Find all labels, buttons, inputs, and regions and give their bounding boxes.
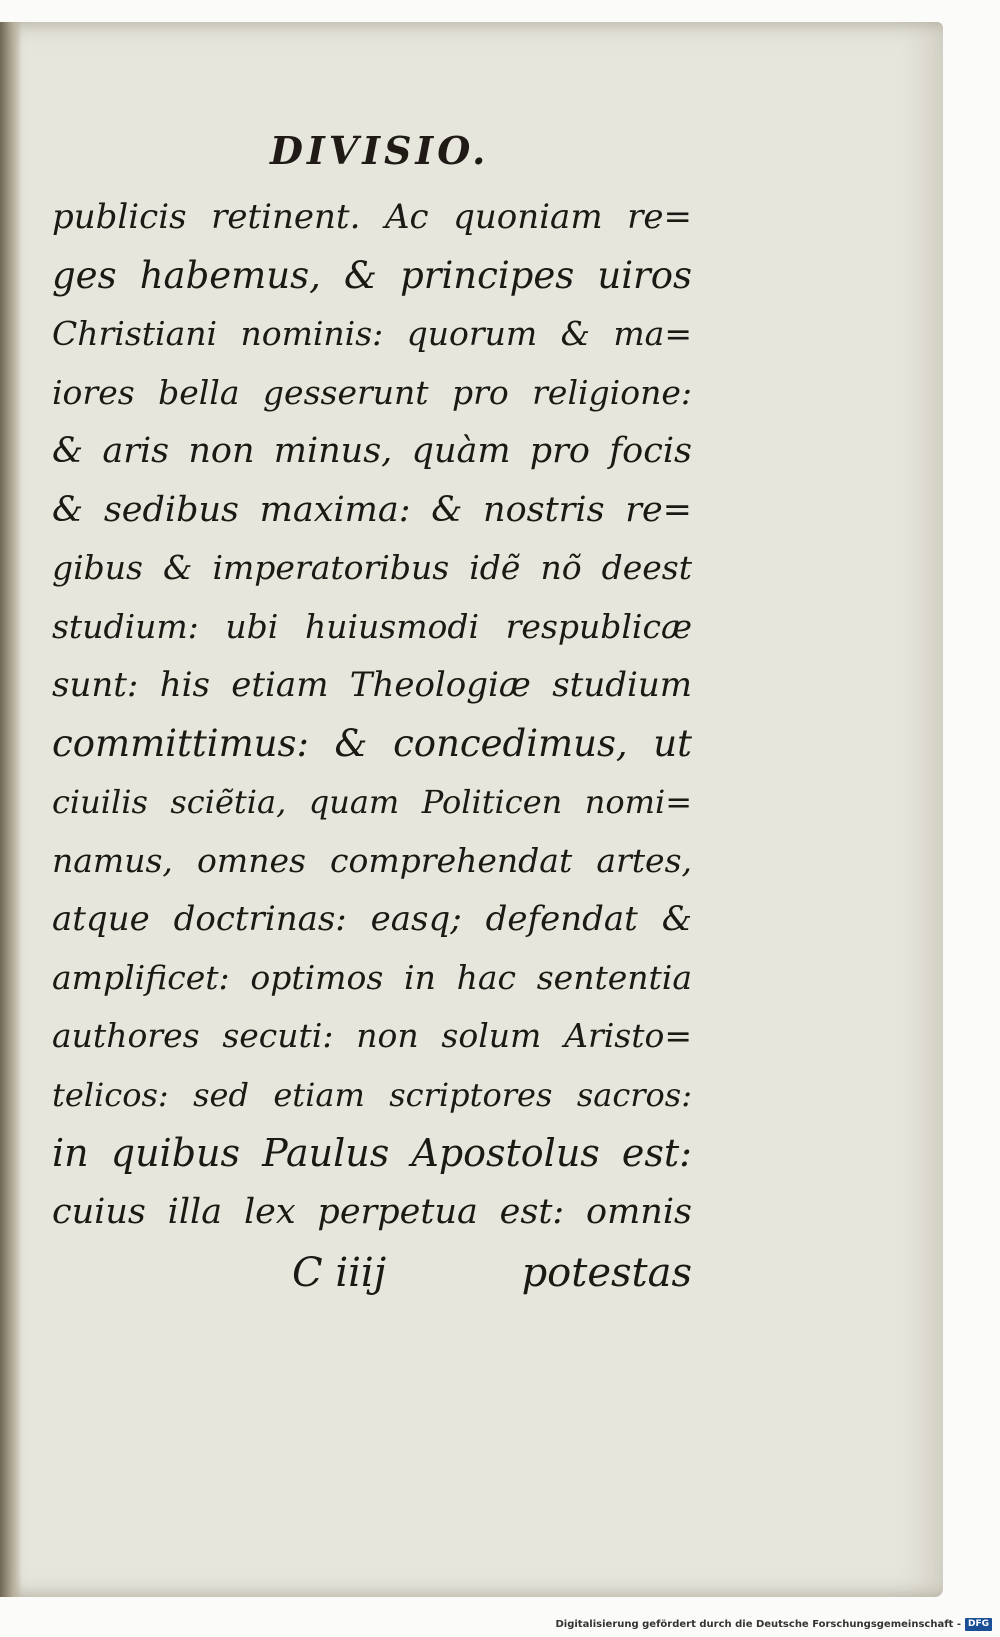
text-line: ciuilis sciẽtia, quam Politicen nomi=	[52, 783, 692, 821]
signature-mark: C iiij	[292, 1250, 387, 1296]
text-line: namus, omnes comprehendat artes,	[52, 840, 692, 880]
page-gutter-shadow	[0, 22, 22, 1597]
text-line: ges habemus, & principes uiros	[52, 253, 692, 297]
text-line: & aris non minus, quàm pro focis	[52, 431, 692, 471]
dfg-logo-icon: DFG	[965, 1618, 992, 1631]
running-header: DIVISIO.	[270, 128, 490, 173]
text-line: committimus: & concedimus, ut	[52, 721, 692, 765]
text-line: telicos: sed etiam scriptores sacros:	[52, 1075, 692, 1114]
text-line: iores bella gesserunt pro religione:	[52, 372, 692, 412]
text-line: authores secuti: non solum Aristo=	[52, 1016, 692, 1055]
text-line: gibus & imperatoribus idẽ nõ deest	[52, 548, 692, 587]
text-block	[52, 188, 692, 1241]
catchword: potestas	[521, 1250, 692, 1296]
digitization-credit	[555, 1616, 992, 1632]
text-line: sunt: his etiam Theologiæ studium	[52, 665, 692, 705]
text-line: & sedibus maxima: & nostris re=	[52, 489, 692, 530]
page-footer	[52, 1250, 692, 1310]
text-line: in quibus Paulus Apostolus est:	[52, 1131, 692, 1175]
text-line: studium: ubi huiusmodi respublicæ	[52, 606, 692, 646]
credit-text: Digitalisierung gefördert durch die Deutsche Forschungsgemeinschaft -	[555, 1618, 961, 1630]
text-line: amplificet: optimos in hac sententia	[52, 957, 692, 997]
text-line: Christiani nominis: quorum & ma=	[52, 314, 692, 353]
text-line: publicis retinent. Ac quoniam re=	[52, 197, 692, 237]
text-line: atque doctrinas: easq; defendat &	[52, 899, 692, 939]
text-line: cuius illa lex perpetua est: omnis	[52, 1191, 692, 1232]
